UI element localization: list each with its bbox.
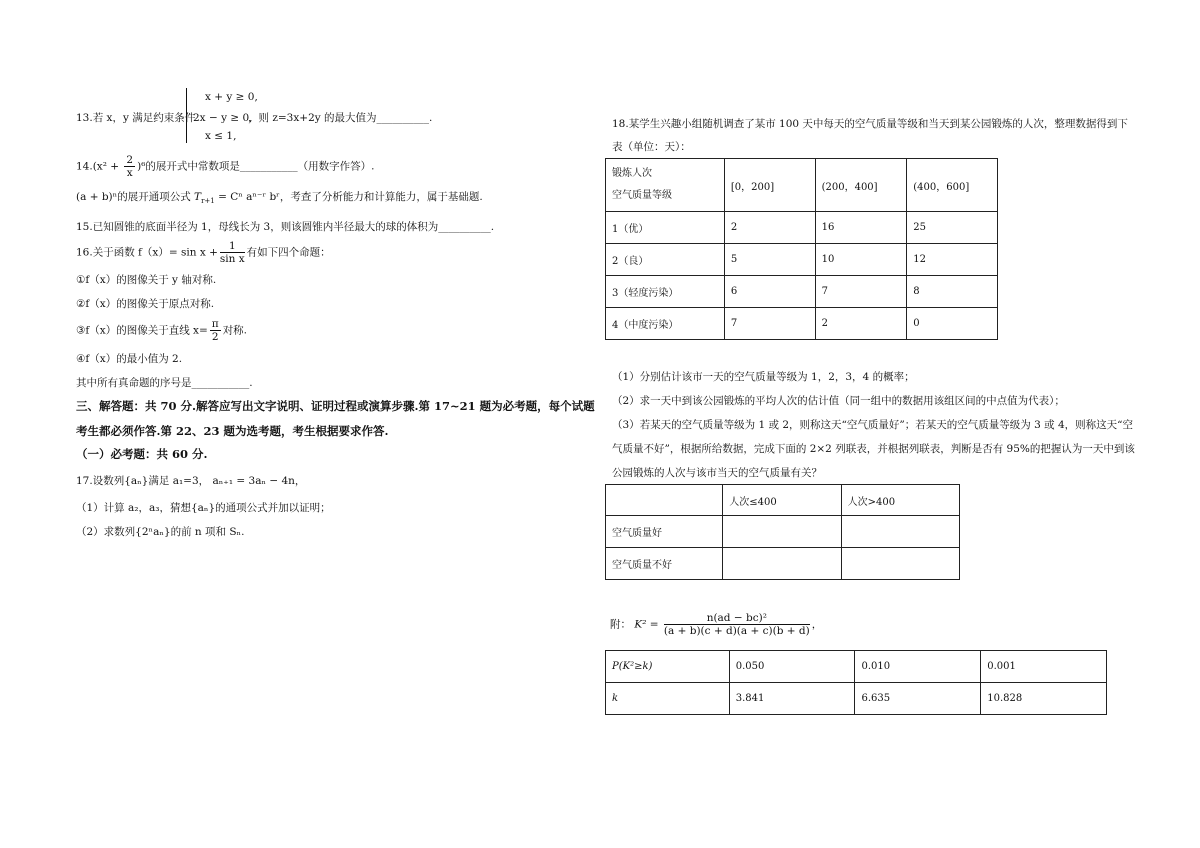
q16-option-3-prefix: ③f（x）的图像关于直线 x= xyxy=(76,324,208,337)
row-label: 4（中度污染） xyxy=(606,308,725,340)
table-cell: 3.841 xyxy=(729,683,855,715)
q16-frac-den: sin x xyxy=(219,253,245,265)
table-cell: 2 xyxy=(815,308,907,340)
section3-heading-line1: 三、解答题：共 70 分.解答应写出文字说明、证明过程或演算步骤.第 17~21 题为必考题，每个试题 xyxy=(76,399,595,413)
table-cell: 10 xyxy=(815,244,907,276)
q16-prefix: 16.关于函数 f（x）= sin x + xyxy=(76,246,218,259)
q18-part2: （2）求一天中到该公园锻炼的平均人次的估计值（同一组中的数据用该组区间的中点值为代表）； xyxy=(612,395,1065,407)
table-corner-cell xyxy=(606,485,723,516)
q14-fraction xyxy=(124,154,135,179)
q18-part3-line3: 公园锻炼的人次与该市当天的空气质量有关？ xyxy=(612,467,822,479)
q14-note-formula-rest: = Cⁿ aⁿ⁻ʳ bʳ xyxy=(214,191,280,203)
q14-note-expr: (a + b)ⁿ xyxy=(76,191,118,203)
q18-part3-line1: （3）若某天的空气质量等级为 1 或 2，则称这天“空气质量好”；若某天的空气质量等级为 3 或 4，则称这天“空 xyxy=(612,419,1134,431)
table-cell-empty xyxy=(841,516,959,548)
table-cell: 8 xyxy=(907,276,998,308)
row-label xyxy=(606,683,730,715)
table-header-row xyxy=(606,485,960,516)
formula-numerator: n(ad − bc)² xyxy=(664,612,810,625)
row-label: 1（优） xyxy=(606,212,725,244)
q14-frac-num: 2 xyxy=(126,154,134,166)
table-cell: 0.050 xyxy=(729,651,855,683)
table-cell: 25 xyxy=(907,212,998,244)
column-header: 人次≤400 xyxy=(723,485,841,516)
table-cell: 0.010 xyxy=(855,651,981,683)
q14-note-mid: 的展开通项公式 xyxy=(117,191,191,203)
contingency-table xyxy=(605,484,960,580)
critical-value-table xyxy=(605,650,1107,715)
table-cell: 12 xyxy=(907,244,998,276)
q16-fraction xyxy=(220,240,245,265)
q16-option-3 xyxy=(76,318,247,343)
table-cell: 10.828 xyxy=(981,683,1107,715)
table-cell-empty xyxy=(841,548,959,580)
formula-lhs: K² = xyxy=(634,618,659,631)
q16-option-3-num: π xyxy=(211,318,219,330)
q14-prefix: 14. xyxy=(76,160,93,173)
table-header-row xyxy=(606,159,998,212)
column-header: 人次>400 xyxy=(841,485,959,516)
table-row xyxy=(606,548,960,580)
section3-subheading: （一）必考题：共 60 分. xyxy=(76,447,208,461)
formula-fraction xyxy=(664,612,810,637)
table-row xyxy=(606,651,1107,683)
table-row xyxy=(606,308,998,340)
table-cell-empty xyxy=(723,548,841,580)
q16-option-3-den: 2 xyxy=(211,331,219,343)
table-row xyxy=(606,244,998,276)
q18-line2: 表（单位：天）： xyxy=(612,141,691,153)
table-cell: 6.635 xyxy=(855,683,981,715)
q14-expr: (x² + xyxy=(92,160,123,173)
row-label: 3（轻度污染） xyxy=(606,276,725,308)
q18-part3-line2: 气质量不好”，根据所给数据，完成下面的 2×2 列联表，并根据列联表，判断是否有 95%的把握认为一天中到该 xyxy=(612,443,1135,455)
q13-suffix: ，则 z=3x+2y 的最大值为__________. xyxy=(248,112,433,124)
q14-suffix: 的展开式中常数项是___________（用数字作答）. xyxy=(145,160,375,173)
q17-part2: （2）求数列{2ⁿaₙ}的前 n 项和 Sₙ. xyxy=(76,526,245,538)
q18-part1: （1）分别估计该市一天的空气质量等级为 1，2，3，4 的概率； xyxy=(612,371,915,383)
row-label: 2（良） xyxy=(606,244,725,276)
q13-constraint-2: 2x − y ≥ 0, xyxy=(193,112,253,124)
table-row xyxy=(606,516,960,548)
q17-part1: （1）计算 a₂，a₃，猜想{aₙ}的通项公式并加以证明； xyxy=(76,502,331,514)
row-label xyxy=(606,651,730,683)
k-squared-formula xyxy=(610,612,822,637)
table-row xyxy=(606,276,998,308)
table-cell: 16 xyxy=(815,212,907,244)
row-label: 空气质量好 xyxy=(606,516,723,548)
air-quality-table xyxy=(605,158,998,340)
formula-prefix: 附： xyxy=(610,618,631,631)
table-cell: 0.001 xyxy=(981,651,1107,683)
table-cell: 6 xyxy=(724,276,815,308)
column-header: [0，200] xyxy=(724,159,815,212)
q14-note xyxy=(76,190,483,208)
formula-denominator: (a + b)(c + d)(a + c)(b + d) xyxy=(663,625,810,637)
table-cell: 7 xyxy=(815,276,907,308)
q16-frac-num: 1 xyxy=(220,240,245,253)
table-cell: 7 xyxy=(724,308,815,340)
table-row xyxy=(606,212,998,244)
q17: 17.设数列{aₙ}满足 a₁=3， aₙ₊₁ = 3aₙ − 4n， xyxy=(76,475,306,487)
table-corner-cell xyxy=(606,159,725,212)
column-header: (400，600] xyxy=(907,159,998,212)
row-label: 空气质量不好 xyxy=(606,548,723,580)
q18-line1: 18.某学生兴趣小组随机调查了某市 100 天中每天的空气质量等级和当天到某公园锻炼的人次，整理数据得到下 xyxy=(612,118,1128,130)
q13-prefix: 13.若 x，y 满足约束条件 xyxy=(76,112,196,124)
q16-option-2: ②f（x）的图像关于原点对称. xyxy=(76,298,215,310)
q14-line xyxy=(76,154,375,179)
table-cell-empty xyxy=(723,516,841,548)
q16-suffix: 有如下四个命题： xyxy=(246,246,331,259)
q14-frac-den: x xyxy=(126,167,133,179)
k-label: k xyxy=(612,693,619,704)
table-cell: 5 xyxy=(724,244,815,276)
q16-line xyxy=(76,240,331,265)
q14-note-formula-sub: r+1 xyxy=(201,197,215,206)
q16-option-1: ①f（x）的图像关于 y 轴对称. xyxy=(76,274,217,286)
corner-header-bottom: 空气质量等级 xyxy=(612,190,672,201)
corner-header-top: 锻炼人次 xyxy=(612,168,652,179)
q14-note-suffix: ，考查了分析能力和计算能力，属于基础题. xyxy=(279,191,483,203)
table-cell: 0 xyxy=(907,308,998,340)
column-header: (200，400] xyxy=(815,159,907,212)
q13-constraint-1: x + y ≥ 0, xyxy=(205,91,258,103)
table-cell: 2 xyxy=(724,212,815,244)
probability-label: P(K²≥k) xyxy=(612,661,653,672)
q15: 15.已知圆锥的底面半径为 1，母线长为 3，则该圆锥内半径最大的球的体积为__________. xyxy=(76,221,495,233)
q14-expr-end: )⁶ xyxy=(137,160,146,173)
q16-option-4: ④f（x）的最小值为 2. xyxy=(76,353,183,365)
q14-note-formula: T xyxy=(194,191,202,203)
constraint-brace xyxy=(186,88,187,143)
section3-heading-line2: 考生都必须作答.第 22、23 题为选考题，考生根据要求作答. xyxy=(76,424,389,438)
q16-option-3-suffix: 对称. xyxy=(222,324,248,337)
q16-answer-line: 其中所有真命题的序号是___________. xyxy=(76,377,253,389)
formula-suffix: ， xyxy=(811,618,823,631)
q16-option-3-fraction xyxy=(210,318,221,343)
table-row xyxy=(606,683,1107,715)
q13-constraint-3: x ≤ 1, xyxy=(205,130,237,142)
